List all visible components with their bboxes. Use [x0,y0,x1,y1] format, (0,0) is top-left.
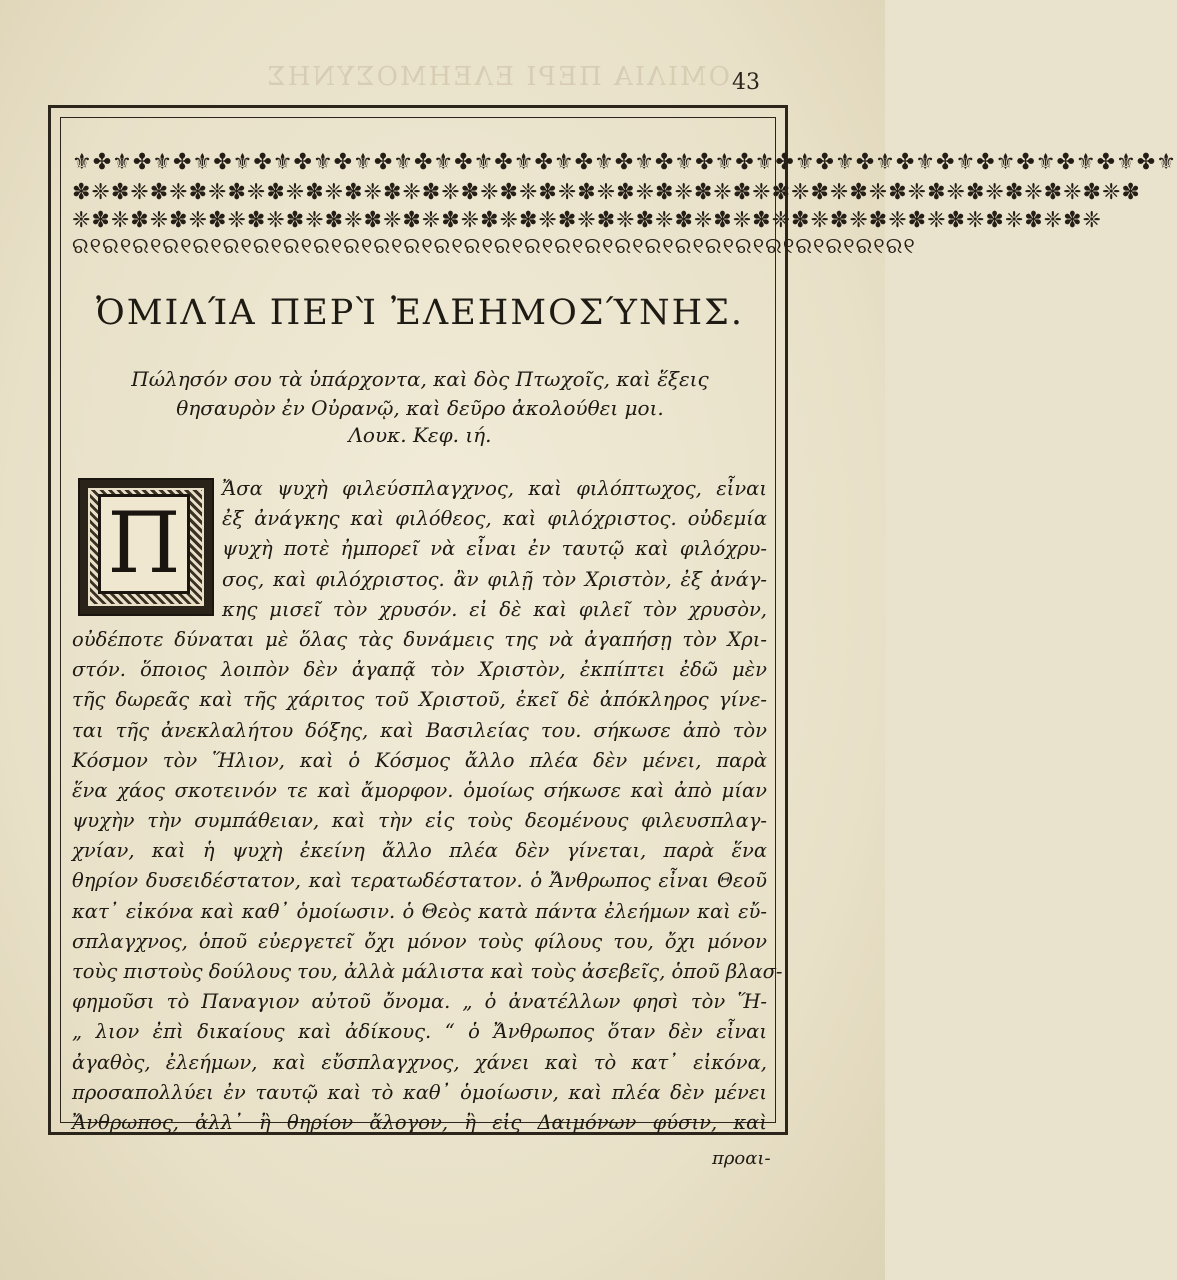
initial-letter: Π [98,494,190,594]
decorated-initial [78,478,214,616]
body-line: ψυχὴ ποτὲ ἠμπορεῖ νὰ εἶναι ἐν ταυτῷ καὶ φιλόχρυ- [222,537,767,561]
body-line: κης μισεῖ τὸν χρυσόν. εἰ δὲ καὶ φιλεῖ τὸν χρυσὸν, [222,597,767,621]
ornament-band-2: ✽❈✽❈✽❈✽❈✽❈✽❈✽❈✽❈✽❈✽❈✽❈✽❈✽❈✽❈✽❈✽❈✽❈✽❈✽❈✽❈✽❈✽❈✽❈✽❈✽❈✽❈✽❈✽ [72,180,1141,205]
body-line: ἀγαθὸς, ἐλεήμων, καὶ εὔσπλαγχνος, χάνει καὶ τὸ κατ᾽ εἰκόνα, [72,1050,767,1074]
epigraph-reference: Λουκ. Κεφ. ιή. [348,423,492,447]
body-line: στόν. ὅποιος λοιπὸν δὲν ἀγαπᾷ τὸν Χριστὸν, ἐκπίπτει ἐδῶ μὲν [72,658,767,682]
body-line: κατ᾽ εἰκόνα καὶ καθ᾽ ὁμοίωσιν. ὁ Θεὸς κατὰ πάντα ἐλεήμων καὶ εὔ- [72,899,767,923]
ornament-band-1: ⚜✤⚜✤⚜✤⚜✤⚜✤⚜✤⚜✤⚜✤⚜✤⚜✤⚜✤⚜✤⚜✤⚜✤⚜✤⚜✤⚜✤⚜✤⚜✤⚜✤⚜✤⚜✤⚜✤⚜✤⚜✤⚜✤⚜✤⚜ [72,150,1177,175]
body-line: σος, καὶ φιλόχριστος. ἂν φιλῇ τὸν Χριστὸν, ἐξ ἀνάγ- [222,567,767,591]
body-line: „ λιον ἐπὶ δικαίους καὶ ἀδίκους. “ ὁ Ἄνθρωπος ὅταν δὲν εἶναι [72,1020,767,1044]
body-line: ἕνα χάος σκοτεινόν τε καὶ ἄμορφον. ὁμοίως σήκωσε καὶ ἀπὸ μίαν [72,778,767,802]
body-line: φημοῦσι τὸ Παναγιον αὐτοῦ ὄνομα. „ ὁ ἀνατέλλων φησὶ τὸν Ἥ- [72,990,767,1014]
body-line: τῆς δωρεᾶς καὶ τῆς χάριτος τοῦ Χριστοῦ, ἐκεῖ δὲ ἀπόκληρος γίνε- [72,688,767,712]
ornament-band-4: ର୧ର୧ର୧ର୧ର୧ର୧ର୧ର୧ର୧ର୧ର୧ର୧ର୧ର୧ର୧ର୧ର୧ର୧ର୧ର୧ର୧ର୧ର୧ର୧ର୧ର୧ର୧ର୧ [72,234,916,259]
epigraph-line-1: Πώλησόν σου τὰ ὑπάρχοντα, καὶ δὸς Πτωχοῖς, καὶ ἕξεις [131,367,709,391]
body-line: ται τῆς ἀνεκλαλήτου δόξης, καὶ Βασιλείας του. σήκωσε ἀπὸ τὸν [72,718,767,742]
body-line: οὐδέποτε δύναται μὲ ὅλας τὰς δυνάμεις της νὰ ἀγαπήσῃ τὸν Χρι- [72,627,767,651]
body-line: σπλαγχνος, ὁποῦ εὐεργετεῖ ὄχι μόνον τοὺς φίλους του, ὄχι μόνον [72,929,767,953]
chapter-title: ὈΜΙΛΊΑ ΠΕΡῚ ἘΛΕΗΜΟΣΎΝΗΣ. [96,293,744,333]
bleed-through-title: ΟΜΙΛΙΑ ΠΕΡΙ ΕΛΕΗΜΟΣΥΝΗΣ [265,62,730,92]
body-line: ψυχὴν τὴν συμπάθειαν, καὶ τὴν εἰς τοὺς δεομένους φιλευσπλαγ- [72,809,767,833]
catchword: προαι- [712,1148,771,1169]
body-line: τοὺς πιστοὺς δούλους του, ἀλλὰ μάλιστα καὶ τοὺς ἀσεβεῖς, ὁποῦ βλασ- [72,960,783,984]
ornament-band-3: ❈✽❈✽❈✽❈✽❈✽❈✽❈✽❈✽❈✽❈✽❈✽❈✽❈✽❈✽❈✽❈✽❈✽❈✽❈✽❈✽❈✽❈✽❈✽❈✽❈✽❈✽❈ [72,208,1102,233]
body-line: προσαπολλύει ἐν ταυτῷ καὶ τὸ καθ᾽ ὁμοίωσιν, καὶ πλέα δὲν μένει [72,1080,767,1104]
body-line: χνίαν, καὶ ἡ ψυχὴ ἐκείνη ἄλλο πλέα δὲν γίνεται, παρὰ ἕνα [72,839,767,863]
body-line: ἐξ ἀνάγκης καὶ φιλόθεος, καὶ φιλόχριστος. οὐδεμία [222,507,767,531]
body-line: Ἄνθρωπος, ἀλλ᾽ ἢ θηρίον ἄλογον, ἢ εἰς Δαιμόνων φύσιν, καὶ [72,1111,767,1134]
body-line: θηρίον δυσειδέστατον, καὶ τερατωδέστατον. ὁ Ἄνθρωπος εἶναι Θεοῦ [72,869,767,893]
body-line: Κόσμον τὸν Ἥλιον, καὶ ὁ Κόσμος ἄλλο πλέα δὲν μένει, παρὰ [72,748,767,772]
body-line: Ἄσα ψυχὴ φιλεύσπλαγχνος, καὶ φιλόπτωχος, εἶναι [222,477,767,500]
page-number: 43 [732,70,760,95]
epigraph-line-2: θησαυρὸν ἐν Οὐρανῷ, καὶ δεῦρο ἀκολούθει μοι. [176,396,664,420]
